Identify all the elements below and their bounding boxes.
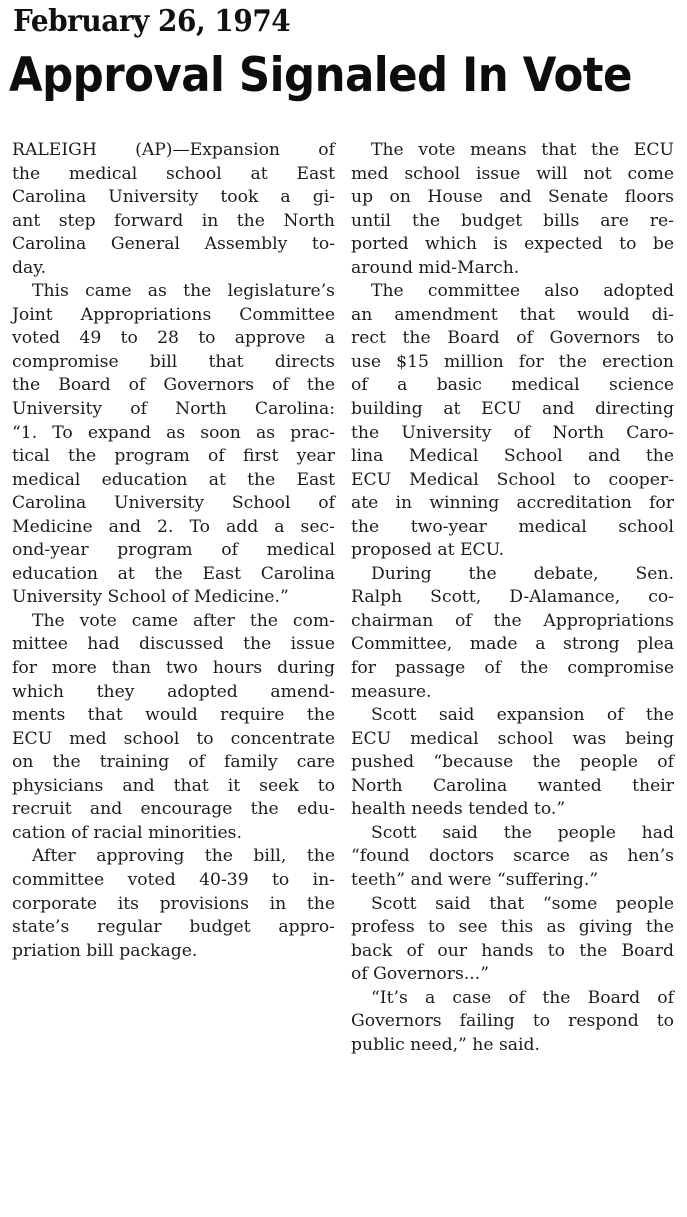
text-line: ments that would require the [12,705,335,726]
paragraph-first-line: The committee also adopted [371,281,674,302]
text-line: Medicine and 2. To add a sec- [12,516,335,537]
text-line: tical the program of first year [12,446,335,467]
text-line: medical education at the East [12,469,335,490]
paragraph-first-line: Scott said the people had [371,822,674,843]
text-line: of a basic medical science [351,375,674,396]
text-line: of Governors...” [351,964,489,985]
text-line: chairman of the Appropriations [351,610,674,631]
text-line: an amendment that would di- [351,304,674,325]
text-line: day. [12,257,47,278]
text-line: recruit and encourage the edu- [12,799,335,820]
text-line: RALEIGH (AP)—Expansion of [12,140,335,160]
paragraph-first-line: This came as the legislature’s [32,281,335,302]
article-headline: Approval Signaled In Vote [9,48,632,103]
paragraph-first-line: The vote came after the com- [32,610,335,631]
text-line: education at the East Carolina [12,563,335,584]
text-line: the two-year medical school [351,516,674,537]
text-line: committee voted 40-39 to in- [12,869,335,890]
text-line: building at ECU and directing [351,399,674,420]
text-line: teeth” and were “suffering.” [351,869,599,890]
text-line: Carolina University took a gi- [12,187,335,208]
text-line: “1. To expand as soon as prac- [12,422,335,443]
text-line: Carolina University School of [12,493,335,514]
text-line: ate in winning accreditation for [351,493,674,514]
article-column-left [12,139,335,963]
text-line: use $15 million for the erection [351,351,674,372]
text-line: until the budget bills are re- [351,210,674,231]
text-line: priation bill package. [12,940,198,961]
text-line: Governors failing to respond to [351,1011,674,1032]
text-line: measure. [351,681,432,702]
text-line: up on House and Senate floors [351,187,674,208]
text-line: physicians and that it seek to [12,775,335,796]
text-line: med school issue will not come [351,163,674,184]
text-line: lina Medical School and the [351,446,674,467]
text-line: “found doctors scarce as hen’s [351,846,674,867]
text-line: proposed at ECU. [351,540,505,561]
text-line: ported which is expected to be [351,234,674,255]
text-line: the University of North Caro- [351,422,674,443]
text-line: state’s regular budget appro- [12,917,335,938]
paragraph-first-line: Scott said expansion of the [371,705,674,726]
text-line: compromise bill that directs [12,351,335,372]
text-line: rect the Board of Governors to [351,328,674,349]
text-line: public need,” he said. [351,1034,541,1055]
text-line: the Board of Governors of the [12,375,335,396]
text-line: University School of Medicine.” [12,587,289,608]
text-line: ECU medical school was being [351,728,674,749]
text-line: ECU Medical School to cooper- [351,469,674,490]
text-line: North Carolina wanted their [351,775,674,796]
paragraph-first-line: After approving the bill, the [32,846,335,867]
text-line: for more than two hours during [12,658,335,679]
text-line: voted 49 to 28 to approve a [12,328,335,349]
text-line: cation of racial minorities. [12,822,242,843]
paragraph-first-line: The vote means that the ECU [371,140,674,160]
paragraph-first-line: During the debate, Sen. [371,563,674,584]
text-line: health needs tended to.” [351,799,566,820]
text-line: which they adopted amend- [12,681,335,702]
text-line: Joint Appropriations Committee [12,304,335,325]
text-line: University of North Carolina: [12,399,335,420]
text-line: ond-year program of medical [12,540,335,561]
article-dateline: February 26, 1974 [13,4,291,39]
paragraph-first-line: Scott said that “some people [371,893,674,914]
text-line: ant step forward in the North [12,210,335,231]
paragraph-first-line: “It’s a case of the Board of [371,987,674,1008]
text-line: ECU med school to concentrate [12,728,335,749]
text-line: Ralph Scott, D-Alamance, co- [351,587,674,608]
text-line: for passage of the compromise [351,658,674,679]
text-line: Carolina General Assembly to- [12,234,335,255]
text-line: Committee, made a strong plea [351,634,674,655]
text-line: around mid-March. [351,257,520,278]
text-line: corporate its provisions in the [12,893,335,914]
article-column-right [351,139,674,1057]
text-line: mittee had discussed the issue [12,634,335,655]
text-line: pushed “because the people of [351,752,674,773]
text-line: back of our hands to the Board [351,940,674,961]
text-line: on the training of family care [12,752,335,773]
text-line: profess to see this as giving the [351,917,674,938]
text-line: the medical school at East [12,163,335,184]
